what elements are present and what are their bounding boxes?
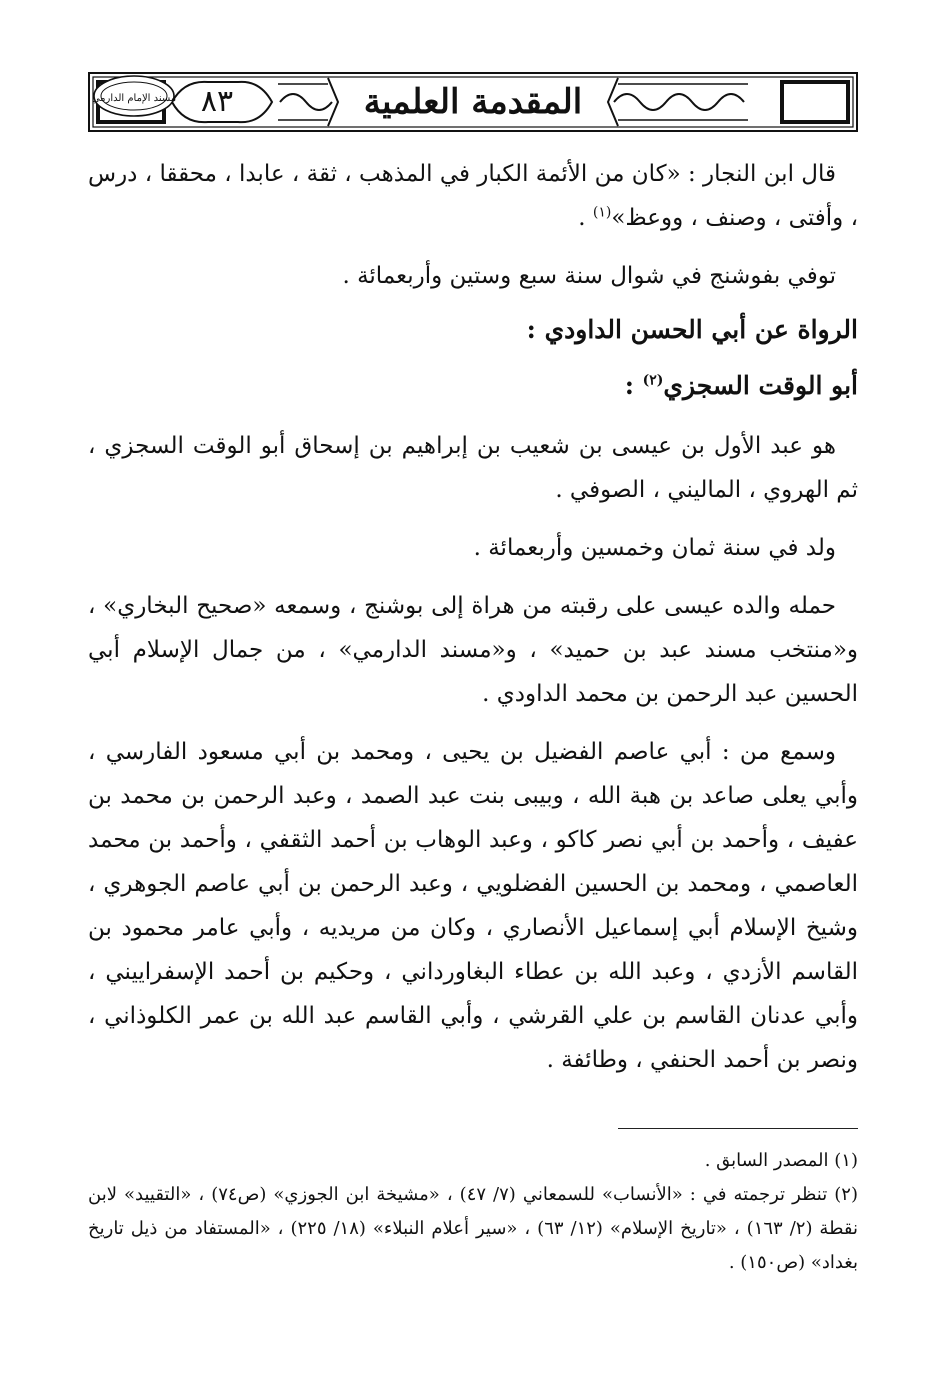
paragraph-text: الرواة عن أبي الحسن الداودي : bbox=[526, 315, 858, 344]
paragraph-tail: : bbox=[624, 371, 643, 400]
paragraph bbox=[88, 584, 858, 716]
page-header bbox=[88, 72, 858, 132]
seal-emblem bbox=[88, 72, 180, 120]
paragraph-text: هو عبد الأول بن عيسى بن شعيب بن إبراهيم بن إسحاق أبو الوقت السجزي ، ثم الهروي ، الماليني ، الصوفي . bbox=[88, 433, 858, 503]
footnote-marker: (١) bbox=[592, 204, 612, 221]
section-heading bbox=[88, 362, 858, 410]
footnote-divider bbox=[618, 1128, 858, 1129]
seal-text: مسند الإمام الدارمي bbox=[91, 93, 177, 104]
paragraph-text: توفي بفوشنج في شوال سنة سبع وستين وأربعمائة . bbox=[342, 263, 836, 289]
paragraph bbox=[88, 730, 858, 1082]
paragraph-text: قال ابن النجار : «كان من الأئمة الكبار في المذهب ، ثقة ، عابدا ، محققا ، درس ، وأفتى ، وصنف ، ووعظ» bbox=[88, 161, 858, 231]
paragraph-tail: . bbox=[578, 205, 593, 231]
paragraph bbox=[88, 254, 858, 298]
paragraph-text: حمله والده عيسى على رقبته من هراة إلى بوشنج ، وسمعه «صحيح البخاري» ، و«منتخب مسند عبد بن حميد» ، و«مسند الدارمي» ، من جمال الإسلام أبي الحسين عبد الرحمن بن محمد الداودي . bbox=[88, 593, 858, 707]
footnote: (١) المصدر السابق . bbox=[704, 1150, 858, 1171]
paragraph-text: أبو الوقت السجزي bbox=[663, 371, 858, 400]
page-number: ٨٣ bbox=[200, 84, 234, 119]
footnote-marker: (٢) bbox=[642, 372, 664, 389]
footnote: (٢) تنظر ترجمته في : «الأنساب» للسمعاني (٧/ ٤٧) ، «مشيخة ابن الجوزي» (ص٧٤) ، «التقييد» لابن نقطة (٢/ ١٦٣) ، «تاريخ الإسلام» (١٢/ ٦٣) ، «سير أعلام النبلاء» (١٨/ ٢٢٥) ، «المستفاد من ذيل تاريخ بغداد» (ص١٥٠) . bbox=[88, 1184, 858, 1273]
paragraph-text: ولد في سنة ثمان وخمسين وأربعمائة . bbox=[473, 535, 836, 561]
paragraph bbox=[88, 424, 858, 512]
paragraph-text: وسمع من : أبي عاصم الفضيل بن يحيى ، ومحمد بن أبي مسعود الفارسي ، وأبي يعلى صاعد بن هبة الله ، وبيبى بنت عبد الصمد ، وعبد الرحمن بن محمد بن عفيف ، وأحمد بن أبي نصر كاكو ، وعبد الوهاب بن أحمد الثقفي ، وأحمد بن محمد العاصمي ، ومحمد بن الحسين الفضلويي ، وعبد الرحمن بن أبي عاصم الجوهري ، وشيخ الإسلام أبي إسماعيل الأنصاري ، وكان من مريديه ، وأبي عامر محمود بن القاسم الأزدي ، وعبد الله بن عطاء البغاورداني ، وحكيم بن أحمد الإسفراييني ، وأبي عدنان القاسم بن علي القرشي ، وأبي القاسم عبد الله بن عمر الكلوذاني ، ونصر بن أحمد الحنفي ، وطائفة . bbox=[88, 739, 858, 1073]
footnotes bbox=[88, 1144, 858, 1280]
main-text bbox=[88, 152, 858, 1082]
paragraph bbox=[88, 152, 858, 240]
paragraph bbox=[88, 526, 858, 570]
section-heading bbox=[88, 306, 858, 354]
running-title: المقدمة العلمية bbox=[363, 82, 583, 122]
